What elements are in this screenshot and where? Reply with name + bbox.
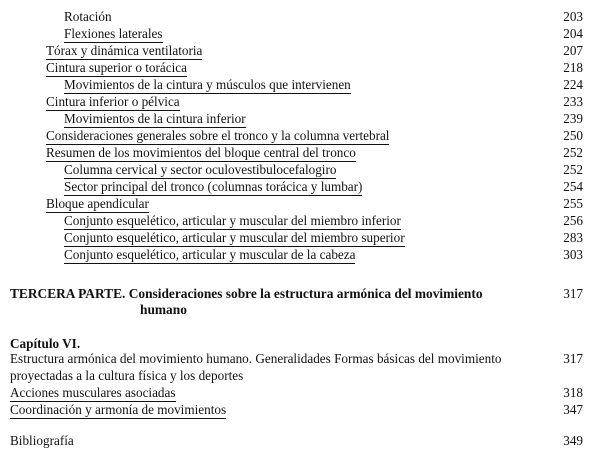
part-title-continuation: humano [140,302,187,317]
toc-entry-title: Flexiones laterales [64,26,163,41]
toc-entry-title: Conjunto esquelético, articular y muscular del miembro inferior [64,213,401,228]
bibliography-page: 349 [563,433,583,448]
part-heading [10,286,530,318]
toc-entry [0,76,600,93]
chapter-entry-page: 317 [563,351,583,366]
toc-entry-title: Movimientos de la cintura y músculos que intervienen [64,77,351,92]
toc-entry [0,195,600,212]
toc-entry-page: 252 [563,145,583,160]
toc-entry-title: Cintura inferior o pélvica [46,94,180,109]
part-title: Consideraciones sobre la estructura armónica del movimiento [128,286,483,301]
toc-entry [0,161,600,178]
toc-entry-title: Rotación [64,9,112,24]
toc-entry-page: 283 [563,230,583,245]
toc-entry-page: 252 [563,162,583,177]
toc-entry-page: 318 [563,385,583,400]
toc-entry-page: 204 [563,26,583,41]
toc-entry-title: Cintura superior o torácica [46,60,187,75]
toc-entry [0,59,600,76]
toc-entry-page: 207 [563,43,583,58]
bibliography-title: Bibliografía [10,433,74,448]
toc-entry-title: Acciones musculares asociadas [10,385,176,400]
toc-entry-page: 250 [563,128,583,143]
toc-entry-title: Consideraciones generales sobre el tronco y la columna vertebral [46,128,390,143]
toc-entry-title: Columna cervical y sector oculovestibulocefalogiro [64,162,337,177]
toc-entry-title: Conjunto esquelético, articular y muscular de la cabeza [64,247,356,262]
toc-entry-page: 255 [563,196,583,211]
toc-entry [0,110,600,127]
toc-entry [0,178,600,195]
toc-entry-title: Movimientos de la cintura inferior [64,111,246,126]
toc-entry [0,384,600,401]
part-label: TERCERA PARTE. [10,286,126,301]
toc-entry [0,401,600,418]
toc-entry [0,127,600,144]
toc-entry-page: 218 [563,60,583,75]
toc-entry-page: 254 [563,179,583,194]
bibliography-entry [0,432,600,449]
toc-entry-page: 347 [563,402,583,417]
toc-entry-title: Resumen de los movimientos del bloque central del tronco [46,145,356,160]
toc-entry-page: 203 [563,9,583,24]
part-heading-line [10,286,530,302]
toc-entry-page: 233 [563,94,583,109]
toc-entry-page: 256 [563,213,583,228]
toc-entry-title: Conjunto esquelético, articular y muscular del miembro superior [64,230,405,245]
toc-entry-page: 224 [563,77,583,92]
toc-entry-title: Bloque apendicular [46,196,149,211]
toc-entry [0,8,600,25]
toc-entry [0,93,600,110]
toc-entry [0,212,600,229]
toc-entry-page: 303 [563,247,583,262]
toc-entry-page: 239 [563,111,583,126]
toc-entry [0,229,600,246]
toc-entry [0,144,600,161]
part-page: 317 [563,286,583,301]
toc-entry [0,42,600,59]
chapter-heading: Capítulo VI. [10,336,81,351]
toc-entry [0,25,600,42]
toc-entry-title: Tórax y dinámica ventilatoria [46,43,203,58]
toc-entry [0,246,600,263]
chapter-entry-line: Estructura armónica del movimiento humano. Generalidades Formas básicas del movimiento [10,351,502,366]
toc-entry-title: Sector principal del tronco (columnas torácica y lumbar) [64,179,363,194]
chapter-entry [10,350,550,384]
toc-entry-title: Coordinación y armonía de movimientos [10,402,227,417]
chapter-entry-line: proyectadas a la cultura física y los deportes [10,368,244,383]
